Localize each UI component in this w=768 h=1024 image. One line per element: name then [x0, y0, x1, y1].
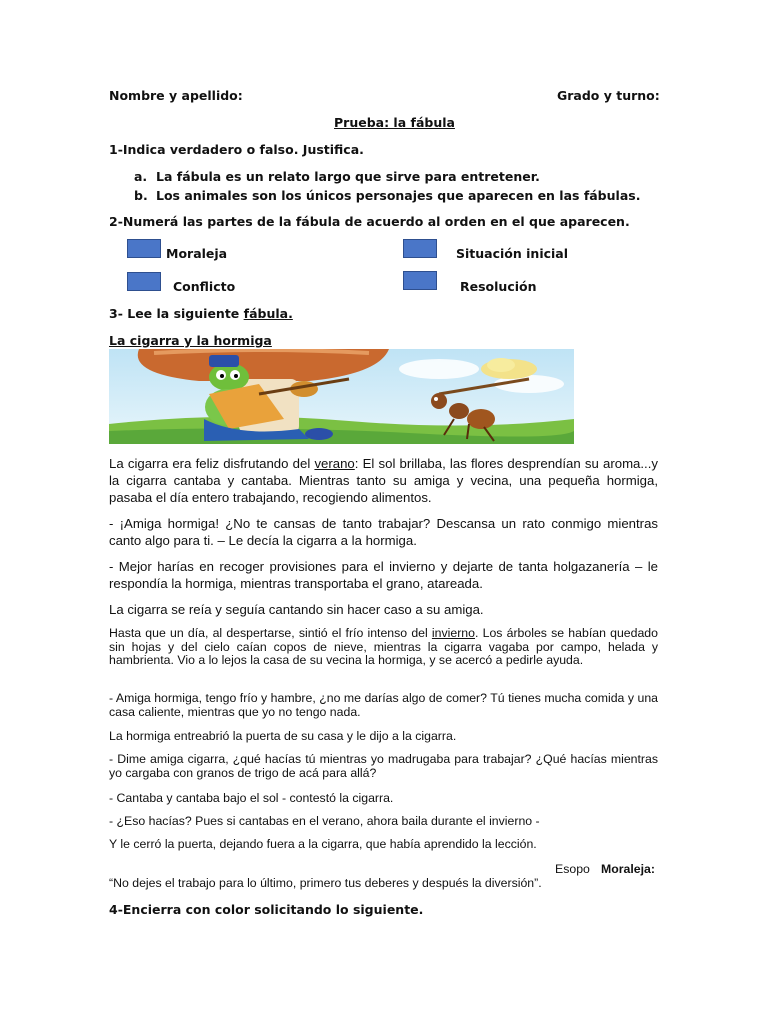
question-2-title: 2-Numerá las partes de la fábula de acuerdo al orden en el que aparecen.: [109, 214, 630, 229]
option-situacion-inicial: Situación inicial: [456, 246, 569, 261]
p1-part-a: La cigarra era feliz disfrutando del: [109, 456, 315, 471]
p5-part-b: . Los árboles se habían quedado sin hojas y del cielo caían copos de nieve, mientras la cigarra vagaba por campo, helada y hambrienta. Vio a lo lejos la casa de su vecina la hormiga, y se acercó a pedirle ayuda.: [109, 626, 658, 667]
cicada-and-ant-illustration: [109, 349, 574, 444]
story-paragraph-4: La cigarra se reía y seguía cantando sin hacer caso a su amiga.: [109, 602, 484, 617]
story-paragraph-10: - ¿Eso hacías? Pues si cantabas en el verano, ahora baila durante el invierno -: [109, 814, 540, 828]
option-resolucion: Resolución: [460, 279, 537, 294]
story-paragraph-8: - Dime amiga cigarra, ¿qué hacías tú mientras yo madrugaba para trabajar? ¿Qué hacías mientras yo cargaba con granos de trigo de acá para allá?: [109, 752, 658, 780]
q1-item-a-marker: a.: [134, 169, 148, 184]
q1-item-a-text: La fábula es un relato largo que sirve para entretener.: [156, 169, 540, 184]
question-3-title: [109, 306, 293, 321]
q3-title-prefix: 3- Lee la siguiente: [109, 306, 244, 321]
story-paragraph-6: - Amiga hormiga, tengo frío y hambre, ¿no me darías algo de comer? Tú tienes mucha comida y una casa caliente, mientras que yo no tengo nada.: [109, 691, 658, 719]
story-paragraph-3: - Mejor harías en recoger provisiones para el invierno y dejarte de tanta holgazanería – le respondía la hormiga, mientras transportaba el grano, atareada.: [109, 559, 658, 591]
p5-part-a: Hasta que un día, al despertarse, sintió el frío intenso del: [109, 626, 432, 640]
story-title: La cigarra y la hormiga: [109, 333, 272, 348]
story-author: Esopo: [555, 862, 590, 876]
story-illustration: [109, 349, 574, 444]
answer-box-conflicto[interactable]: [127, 272, 161, 291]
q3-title-link: fábula.: [243, 306, 293, 321]
option-moraleja: Moraleja: [166, 246, 228, 261]
story-paragraph-9: - Cantaba y cantaba bajo el sol - contestó la cigarra.: [109, 791, 394, 805]
p1-link-verano: verano: [314, 456, 355, 471]
moral-label: Moraleja:: [601, 862, 655, 876]
p1-part-b: : El sol brillaba, las flores desprendían su aroma...y la cigarra cantaba y cantaba. Mientras tanto su amiga y vecina, una pequeña hormiga, pasaba el día entero trabajando, recogiendo alimentos.: [109, 456, 658, 505]
answer-box-moraleja[interactable]: [127, 239, 161, 258]
name-label: Nombre y apellido:: [109, 88, 243, 103]
p5-link-invierno: invierno: [431, 626, 475, 640]
moral-text: “No dejes el trabajo para lo último, primero tus deberes y después la diversión”.: [109, 876, 542, 890]
story-paragraph-2: - ¡Amiga hormiga! ¿No te cansas de tanto trabajar? Descansa un rato conmigo mientras canto algo para ti. – Le decía la cigarra a la hormiga.: [109, 516, 658, 548]
q1-item-b-text: Los animales son los únicos personajes que aparecen en las fábulas.: [156, 188, 641, 203]
story-paragraph-5: [109, 627, 658, 668]
grade-label: Grado y turno:: [557, 88, 660, 103]
story-paragraph-1: [109, 455, 658, 506]
story-paragraph-11: Y le cerró la puerta, dejando fuera a la cigarra, que había aprendido la lección.: [109, 837, 537, 851]
question-4-title: 4-Encierra con color solicitando lo siguiente.: [109, 902, 424, 917]
option-conflicto: Conflicto: [173, 279, 236, 294]
question-1-title: 1-Indica verdadero o falso. Justifica.: [109, 142, 364, 157]
q1-item-b-marker: b.: [134, 188, 148, 203]
answer-box-resolucion[interactable]: [403, 271, 437, 290]
page-title: Prueba: la fábula: [334, 115, 455, 130]
story-paragraph-7: La hormiga entreabrió la puerta de su casa y le dijo a la cigarra.: [109, 729, 457, 743]
answer-box-situacion-inicial[interactable]: [403, 239, 437, 258]
